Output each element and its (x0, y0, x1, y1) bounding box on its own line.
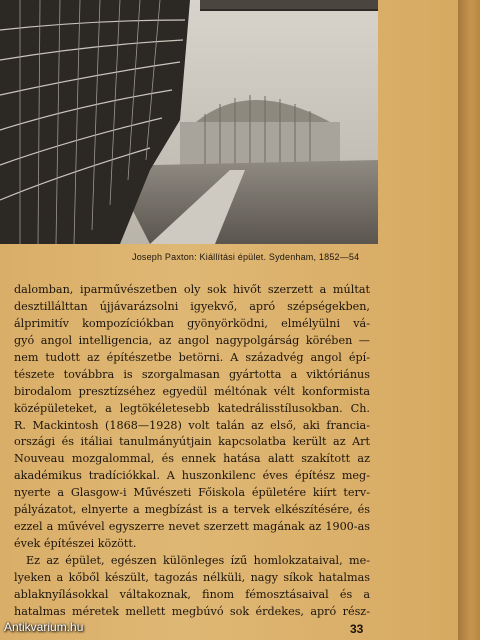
text-line: ezzel a művével egyszerre nevet szerzett magának az 1900-as (14, 520, 370, 534)
text-line: tészete továbbra is szorgalmasan gyártotta a viktóriánus (14, 367, 370, 381)
text-line: Nouveau mozgalommal, és ennek hatása alatt szakított az (14, 452, 370, 466)
text-line: birodalom presztízséhez egyedül méltónak vélt konformista (14, 384, 370, 398)
text-line: pályázatot, elnyerte a megbízást is a tervek elkészítésére, és (14, 503, 370, 517)
text-line: hatalmas méretek mellett megbúvó sok érdekes, apró rész- (14, 604, 370, 618)
text-line: középületeket, a legtökéletesebb katedrálisstílusokban. Ch. (14, 401, 370, 415)
building-photo (0, 0, 378, 244)
text-line: nem tudott az építészetbe betörni. A századvég angol épí- (14, 350, 370, 364)
exhibition-hall-image (0, 0, 378, 244)
text-line: ablaknyílásokkal váltakoznak, finom fémosztásaival és a (14, 587, 370, 601)
text-line: évek építészei között. (14, 537, 137, 551)
body-text (14, 282, 370, 621)
text-line: Ez az épület, egészen különleges ízű homlokzataival, me- (26, 554, 370, 567)
text-line: R. Mackintosh (1868—1928) volt talán az első, aki francia- (14, 418, 370, 432)
page-number: 33 (350, 622, 364, 636)
photo-caption: Joseph Paxton: Kiállítási épület. Sydenham, 1852—54 (132, 252, 360, 262)
text-line: országi és itáliai tanulmányútjain kapcsolatba került az Art (14, 435, 370, 449)
text-line: lyeken a kőből készült, tagozás nélküli, nagy síkok hatalmas (14, 570, 370, 584)
text-line: gyó angol intelligencia, az angol nagypolgárság körében — (14, 333, 370, 347)
text-line: álprimitív kompozíciókban gyönyörködni, elmélyülni vá- (14, 316, 370, 330)
text-line: desztillálttan újjávarázsolni igyekvő, apró szépségekben, (14, 299, 370, 313)
text-line: akadémikus tradíciókkal. A huszonkilenc éves építész meg- (14, 469, 370, 483)
page-edge (458, 0, 480, 640)
watermark: Antikvarium.hu (4, 620, 84, 634)
text-line: dalomban, iparművészetben oly sok hivőt szerzett a múltat (14, 283, 370, 296)
text-line: nyerte a Glasgow-i Művészeti Főiskola épületére kiírt terv- (14, 486, 370, 500)
